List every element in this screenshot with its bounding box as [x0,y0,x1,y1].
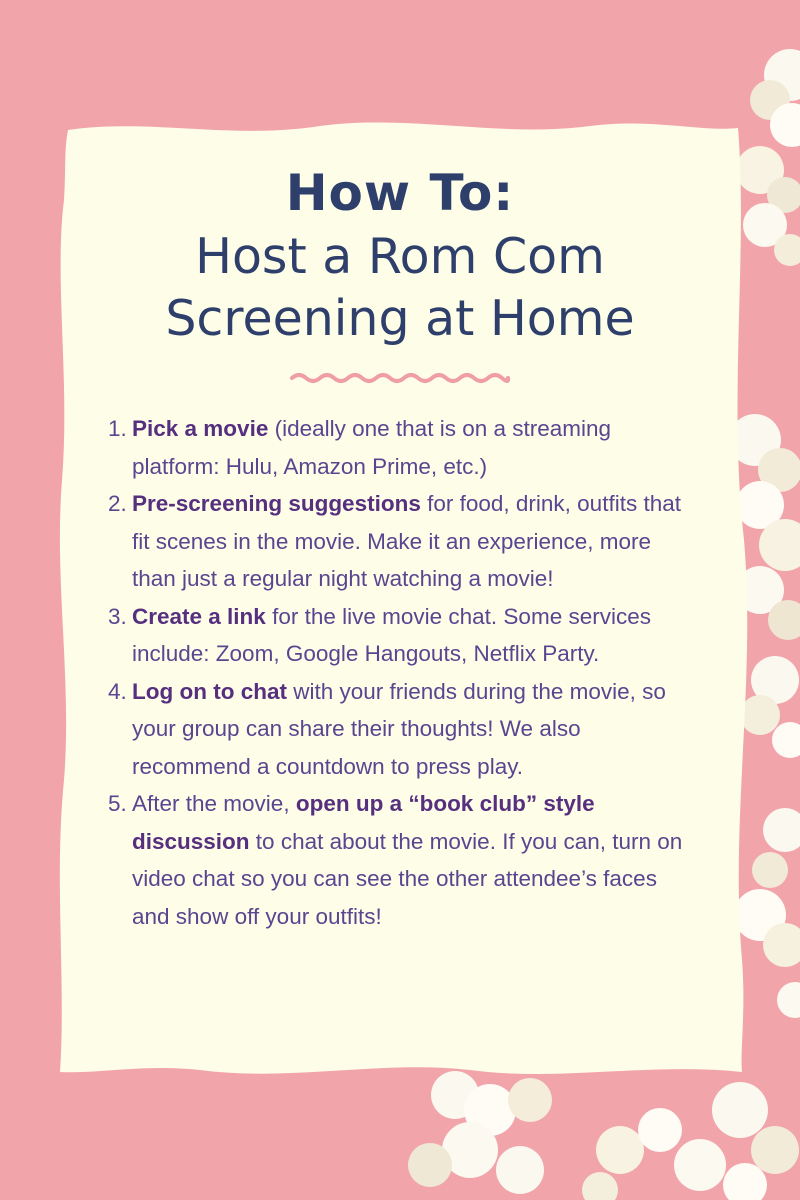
step-lead-text: After the movie, [132,791,296,816]
step-bold-text: open up a “book club” style discussion [132,791,595,854]
step-text: with your friends during the movie, so your group can share their thoughts! We also recommend a countdown to press play. [132,678,666,779]
step-item [108,598,698,673]
step-item [108,673,698,786]
step-text: for the live movie chat. Some services include: Zoom, Google Hangouts, Netflix Party. [132,603,651,666]
step-item [108,485,698,598]
step-number: 1. [108,416,127,441]
wave-line [292,375,508,381]
title-line-host: Host a Rom Com [195,228,605,285]
step-bold-text: Create a link [132,603,266,629]
step-number: 3. [108,603,127,629]
step-bold-text: Pick a movie [132,416,269,441]
step-bold-text: Log on to chat [132,678,287,704]
step-text: to chat about the movie. If you can, turn on video chat so you can see the other attendee’s faces and show off your outfits! [132,828,683,929]
step-number: 5. [108,791,127,816]
title-block [60,160,740,350]
step-text: for food, drink, outfits that fit scenes in the movie. Make it an experience, more than just a regular night watching a movie! [132,491,681,591]
steps-list [108,410,698,935]
step-text: (ideally one that is on a streaming platform: Hulu, Amazon Prime, etc.) [132,416,612,479]
title-line-screening: Screening at Home [165,290,635,347]
step-item [108,785,698,935]
step-bold-text: Pre-screening suggestions [132,491,421,516]
step-number: 4. [108,678,127,704]
step-number: 2. [108,491,127,516]
title-how-to: How To: [285,164,515,222]
wave-divider [288,370,512,386]
step-item [108,410,698,485]
